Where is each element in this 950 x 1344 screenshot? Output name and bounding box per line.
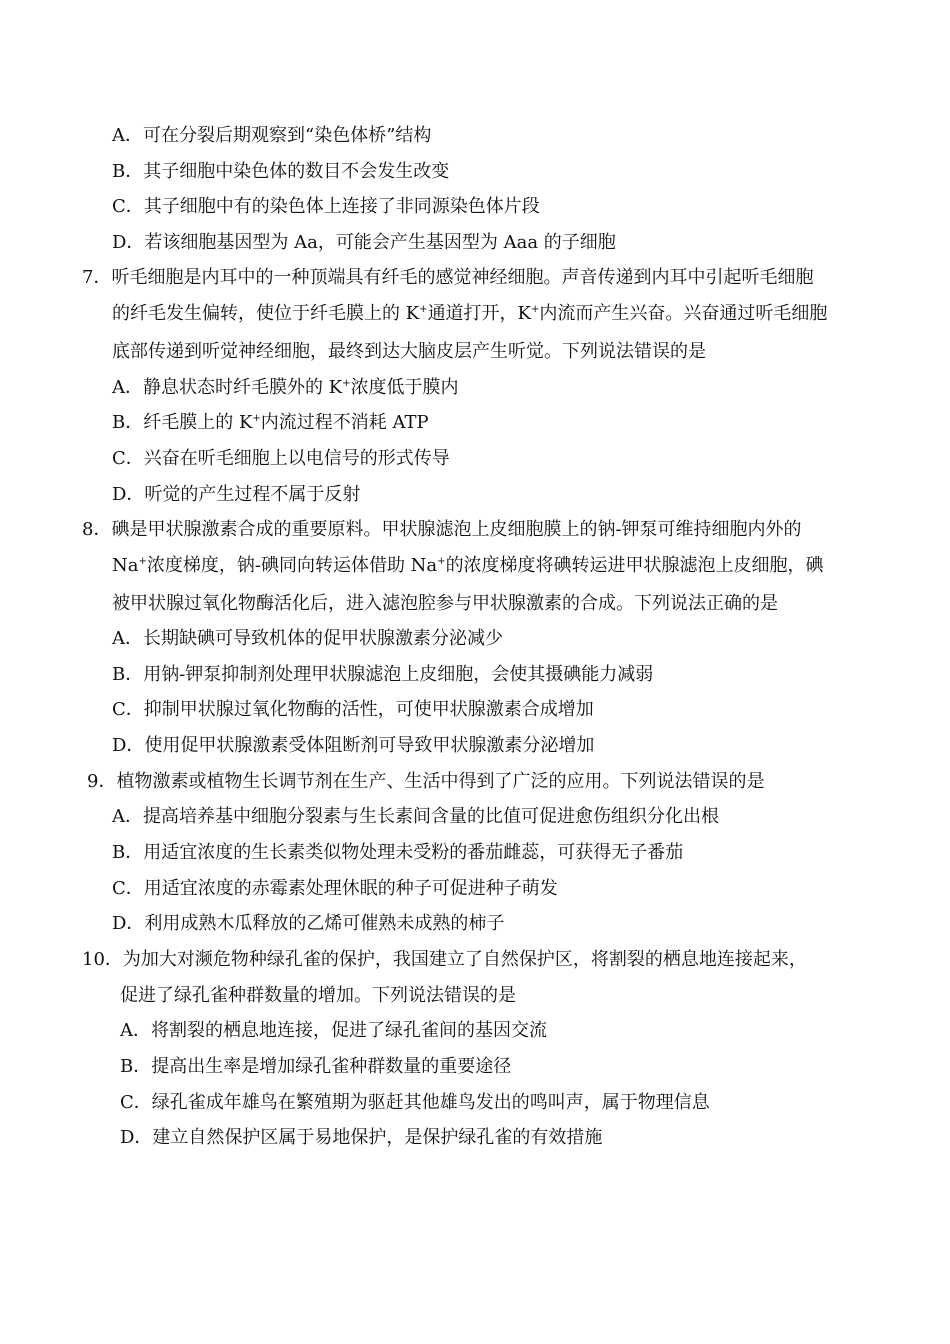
q8-stem-line-2 <box>112 554 824 578</box>
q6-option-b: B．其子细胞中染色体的数目不会发生改变 <box>112 161 450 182</box>
q7-option-c: C．兴奋在听毛细胞上以电信号的形式传导 <box>112 448 450 469</box>
q7-option-d: D．听觉的产生过程不属于反射 <box>112 484 361 505</box>
q10-stem-text-1: 为加大对濒危物种绿孔雀的保护，我国建立了自然保护区，将割裂的栖息地连接起来， <box>122 949 807 970</box>
q7-option-a-superscript: + <box>342 378 351 389</box>
q7-option-b-text-2: 内流过程不消耗 ATP <box>260 412 429 433</box>
q7-stem-text-2a: 的纤毛发生偏转，使位于纤毛膜上的 K <box>112 303 420 324</box>
q9-option-d: D．利用成熟木瓜释放的乙烯可催熟未成熟的柿子 <box>112 913 505 934</box>
q8-stem-text-1: 碘是甲状腺激素合成的重要原料。甲状腺滤泡上皮细胞膜上的钠-钾泵可维持细胞内外的 <box>111 519 802 540</box>
q8-stem-text-2b: 浓度梯度，钠-碘同向转运体借助 Na <box>146 555 438 576</box>
q7-option-a-text-2: 浓度低于膜内 <box>350 377 459 398</box>
q7-stem-line-2 <box>112 302 827 326</box>
q6-option-d: D．若该细胞基因型为 Aa，可能会产生基因型为 Aaa 的子细胞 <box>112 232 616 253</box>
q6-option-c: C．其子细胞中有的染色体上连接了非同源染色体片段 <box>112 196 540 217</box>
q9-stem-line-1 <box>87 770 764 794</box>
q8-stem-text-2c: 的浓度梯度将碘转运进甲状腺滤泡上皮细胞，碘 <box>445 555 824 576</box>
q7-stem-text-2c: 内流而产生兴奋。兴奋通过听毛细胞 <box>539 303 828 324</box>
q9-option-c: C．用适宜浓度的赤霉素处理休眠的种子可促进种子萌发 <box>112 878 558 899</box>
q7-stem-text-2b: 通道打开，K <box>427 303 532 324</box>
q10-option-c: C．绿孔雀成年雄鸟在繁殖期为驱赶其他雄鸟发出的鸣叫声，属于物理信息 <box>120 1092 710 1113</box>
q10-number: 10． <box>82 949 123 970</box>
q10-stem-line-1 <box>82 948 807 972</box>
q8-option-b: B．用钠-钾泵抑制剂处理甲状腺滤泡上皮细胞，会使其摄碘能力减弱 <box>112 664 654 685</box>
q7-option-a-text-1: A．静息状态时纤毛膜外的 K <box>112 377 343 398</box>
q7-superscript-2: + <box>531 304 540 315</box>
q9-number: 9． <box>87 771 117 792</box>
q9-option-a: A．提高培养基中细胞分裂素与生长素间含量的比值可促进愈伤组织分化出根 <box>112 806 719 827</box>
q7-option-b-superscript: + <box>252 413 261 424</box>
q8-option-d: D．使用促甲状腺激素受体阻断剂可导致甲状腺激素分泌增加 <box>112 735 595 756</box>
q10-option-d: D．建立自然保护区属于易地保护，是保护绿孔雀的有效措施 <box>120 1127 603 1148</box>
q7-option-b-text-1: B．纤毛膜上的 K <box>112 412 253 433</box>
q7-option-a <box>112 376 459 400</box>
q7-stem-line-1 <box>82 266 813 290</box>
q8-option-a: A．长期缺碘可导致机体的促甲状腺激素分泌减少 <box>112 628 503 649</box>
q8-stem-line-3: 被甲状腺过氧化物酶活化后，进入滤泡腔参与甲状腺激素的合成。下列说法正确的是 <box>112 593 778 614</box>
q8-number: 8． <box>82 519 112 540</box>
q10-option-b: B．提高出生率是增加绿孔雀种群数量的重要途径 <box>120 1056 512 1077</box>
q10-stem-line-2: 促进了绿孔雀种群数量的增加。下列说法错误的是 <box>120 985 516 1006</box>
q6-option-a: A．可在分裂后期观察到“染色体桥”结构 <box>112 125 432 146</box>
q8-superscript-1: + <box>138 556 147 567</box>
q7-option-b <box>112 411 429 435</box>
q9-stem-text-1: 植物激素或植物生长调节剂在生产、生活中得到了广泛的应用。下列说法错误的是 <box>116 771 765 792</box>
q8-stem-line-1 <box>82 518 802 542</box>
q9-option-b: B．用适宜浓度的生长素类似物处理未受粉的番茄雌蕊，可获得无子番茄 <box>112 842 684 863</box>
q10-option-a: A．将割裂的栖息地连接，促进了绿孔雀间的基因交流 <box>120 1020 547 1041</box>
q7-stem-line-3: 底部传递到听觉神经细胞，最终到达大脑皮层产生听觉。下列说法错误的是 <box>112 341 706 362</box>
q7-superscript-1: + <box>419 304 428 315</box>
q8-option-c: C．抑制甲状腺过氧化物酶的活性，可使甲状腺激素合成增加 <box>112 699 594 720</box>
q7-stem-text-1: 听毛细胞是内耳中的一种顶端具有纤毛的感觉神经细胞。声音传递到内耳中引起听毛细胞 <box>111 267 814 288</box>
q8-superscript-2: + <box>437 556 446 567</box>
q8-stem-text-2a: Na <box>112 555 139 576</box>
q7-number: 7． <box>82 267 112 288</box>
